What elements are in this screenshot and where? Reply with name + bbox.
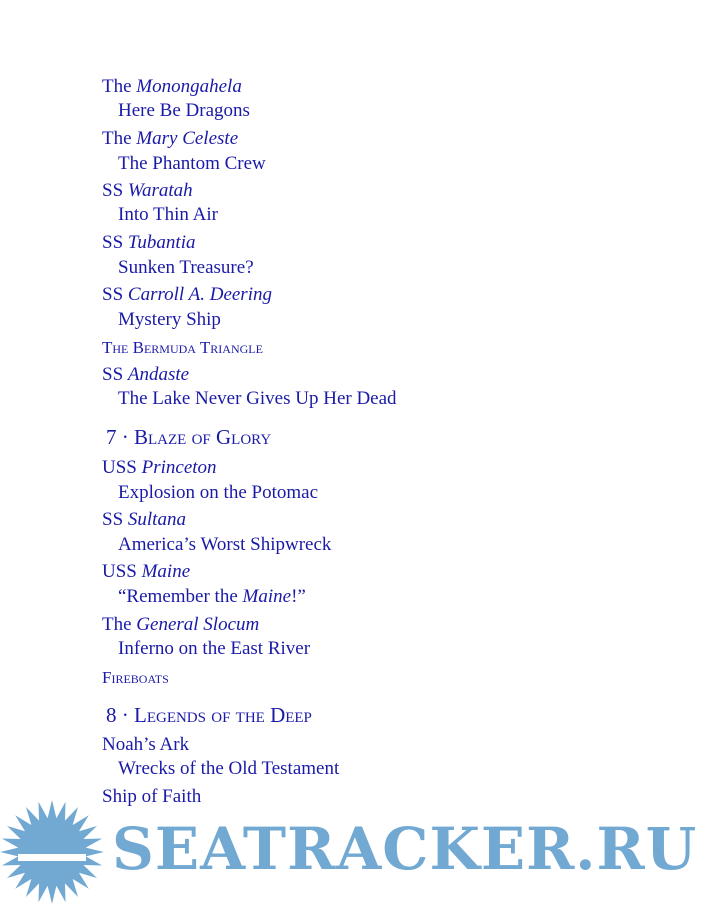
toc-entry-sultana[interactable]: SS Sultana <box>102 509 186 530</box>
toc-entry-monongahela[interactable]: The Monongahela <box>102 76 242 97</box>
watermark-text: SEATRACKER.RU <box>112 815 698 883</box>
toc-subtitle: The Lake Never Gives Up Her Dead <box>118 388 397 409</box>
toc-section-bermuda-triangle[interactable]: The Bermuda Triangle <box>102 338 263 357</box>
toc-subtitle: Here Be Dragons <box>118 100 250 121</box>
toc-subtitle: Sunken Treasure? <box>118 257 254 278</box>
toc-entry-tubantia[interactable]: SS Tubantia <box>102 232 196 253</box>
toc-entry-andaste[interactable]: SS Andaste <box>102 364 190 385</box>
toc-subtitle: Wrecks of the Old Testament <box>118 758 340 779</box>
toc-subtitle: Mystery Ship <box>118 309 221 330</box>
toc-entry-mary-celeste[interactable]: The Mary Celeste <box>102 128 239 149</box>
toc-entry-carroll-deering[interactable]: SS Carroll A. Deering <box>102 284 272 305</box>
toc-entry-princeton[interactable]: USS Princeton <box>102 457 217 478</box>
toc-subtitle: “Remember the Maine!” <box>118 586 306 607</box>
toc-entry-noahs-ark[interactable]: Noah’s Ark <box>102 734 190 755</box>
toc-entry-general-slocum[interactable]: The General Slocum <box>102 614 260 635</box>
chapter-heading-8[interactable]: 8 · Legends of the Deep <box>106 703 312 727</box>
toc-subtitle: Into Thin Air <box>118 204 218 225</box>
toc-entry-maine[interactable]: USS Maine <box>102 561 191 582</box>
toc-subtitle: The Phantom Crew <box>118 153 266 174</box>
toc-entry-ship-of-faith[interactable]: Ship of Faith <box>102 786 202 807</box>
toc-subtitle: Explosion on the Potomac <box>118 482 319 503</box>
toc-section-fireboats[interactable]: Fireboats <box>102 668 169 687</box>
chapter-heading-7[interactable]: 7 · Blaze of Glory <box>106 425 272 449</box>
toc-subtitle: Inferno on the East River <box>118 638 311 659</box>
toc-entry-waratah[interactable]: SS Waratah <box>102 180 193 201</box>
toc-subtitle: America’s Worst Shipwreck <box>118 534 332 555</box>
